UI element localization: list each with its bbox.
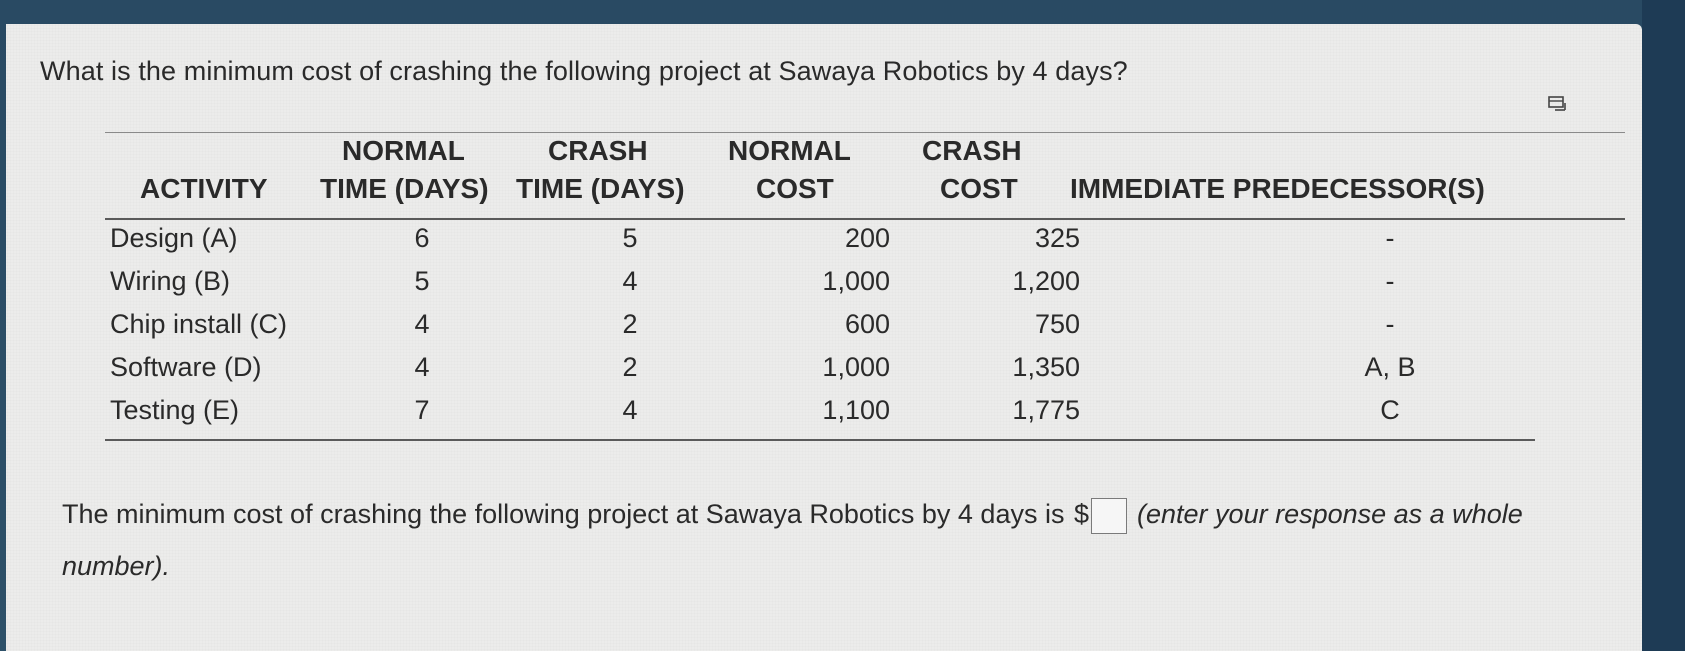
cell-activity: Wiring (B) (110, 266, 230, 296)
header-crash-time-line1: CRASH (548, 135, 648, 166)
window-edge (1642, 0, 1685, 651)
cell-predecessors: A, B (1364, 352, 1416, 382)
cell-normal-cost: 1,000 (822, 352, 890, 382)
currency-symbol: $ (1073, 499, 1090, 529)
cell-crash-time: 2 (622, 352, 638, 382)
header-activity: ACTIVITY (140, 173, 268, 204)
cell-normal-cost: 1,100 (822, 395, 890, 425)
cell-crash-cost: 750 (1034, 309, 1080, 339)
cell-activity: Testing (E) (110, 395, 240, 425)
header-crash-time-line2: TIME (DAYS) (516, 173, 685, 204)
table-top-rule (105, 132, 1625, 133)
answer-hint: (enter your response as a whole number). (62, 499, 1523, 581)
cell-predecessors: C (1380, 395, 1400, 425)
question-text: What is the minimum cost of crashing the following project at Sawaya Robotics by 4 days? (40, 56, 1128, 86)
header-crash-cost-line1: CRASH (922, 135, 1022, 166)
cell-activity: Chip install (C) (110, 309, 288, 339)
cell-predecessors: - (1385, 223, 1395, 253)
cell-predecessors: - (1385, 309, 1395, 339)
cell-crash-cost: 1,350 (1012, 352, 1080, 382)
header-crash-cost-line2: COST (940, 173, 1018, 204)
cell-crash-time: 5 (622, 223, 638, 253)
table-header-rule (105, 218, 1625, 220)
header-predecessors: IMMEDIATE PREDECESSOR(S) (1070, 173, 1485, 204)
cell-normal-time: 7 (414, 395, 430, 425)
cell-normal-time: 5 (414, 266, 430, 296)
header-normal-time-line2: TIME (DAYS) (320, 173, 489, 204)
cell-normal-time: 4 (414, 352, 430, 382)
header-normal-time-line1: NORMAL (342, 135, 465, 166)
cell-crash-cost: 325 (1034, 223, 1080, 253)
cell-activity: Design (A) (110, 223, 238, 253)
cell-normal-time: 4 (414, 309, 430, 339)
cell-crash-cost: 1,200 (1012, 266, 1080, 296)
answer-prompt (62, 488, 1592, 592)
cell-normal-cost: 600 (844, 309, 890, 339)
cell-predecessors: - (1385, 266, 1395, 296)
cell-crash-cost: 1,775 (1012, 395, 1080, 425)
cell-normal-cost: 1,000 (822, 266, 890, 296)
answer-input[interactable] (1091, 498, 1127, 534)
cell-crash-time: 4 (622, 395, 638, 425)
cell-normal-cost: 200 (844, 223, 890, 253)
cell-crash-time: 4 (622, 266, 638, 296)
cell-crash-time: 2 (622, 309, 638, 339)
header-normal-cost-line2: COST (756, 173, 834, 204)
cell-normal-time: 6 (414, 223, 430, 253)
table-bottom-rule (105, 439, 1535, 441)
answer-prefix: The minimum cost of crashing the following project at Sawaya Robotics by 4 days is (62, 499, 1065, 529)
expand-table-icon[interactable] (1547, 94, 1569, 114)
header-normal-cost-line1: NORMAL (728, 135, 851, 166)
cell-activity: Software (D) (110, 352, 262, 382)
